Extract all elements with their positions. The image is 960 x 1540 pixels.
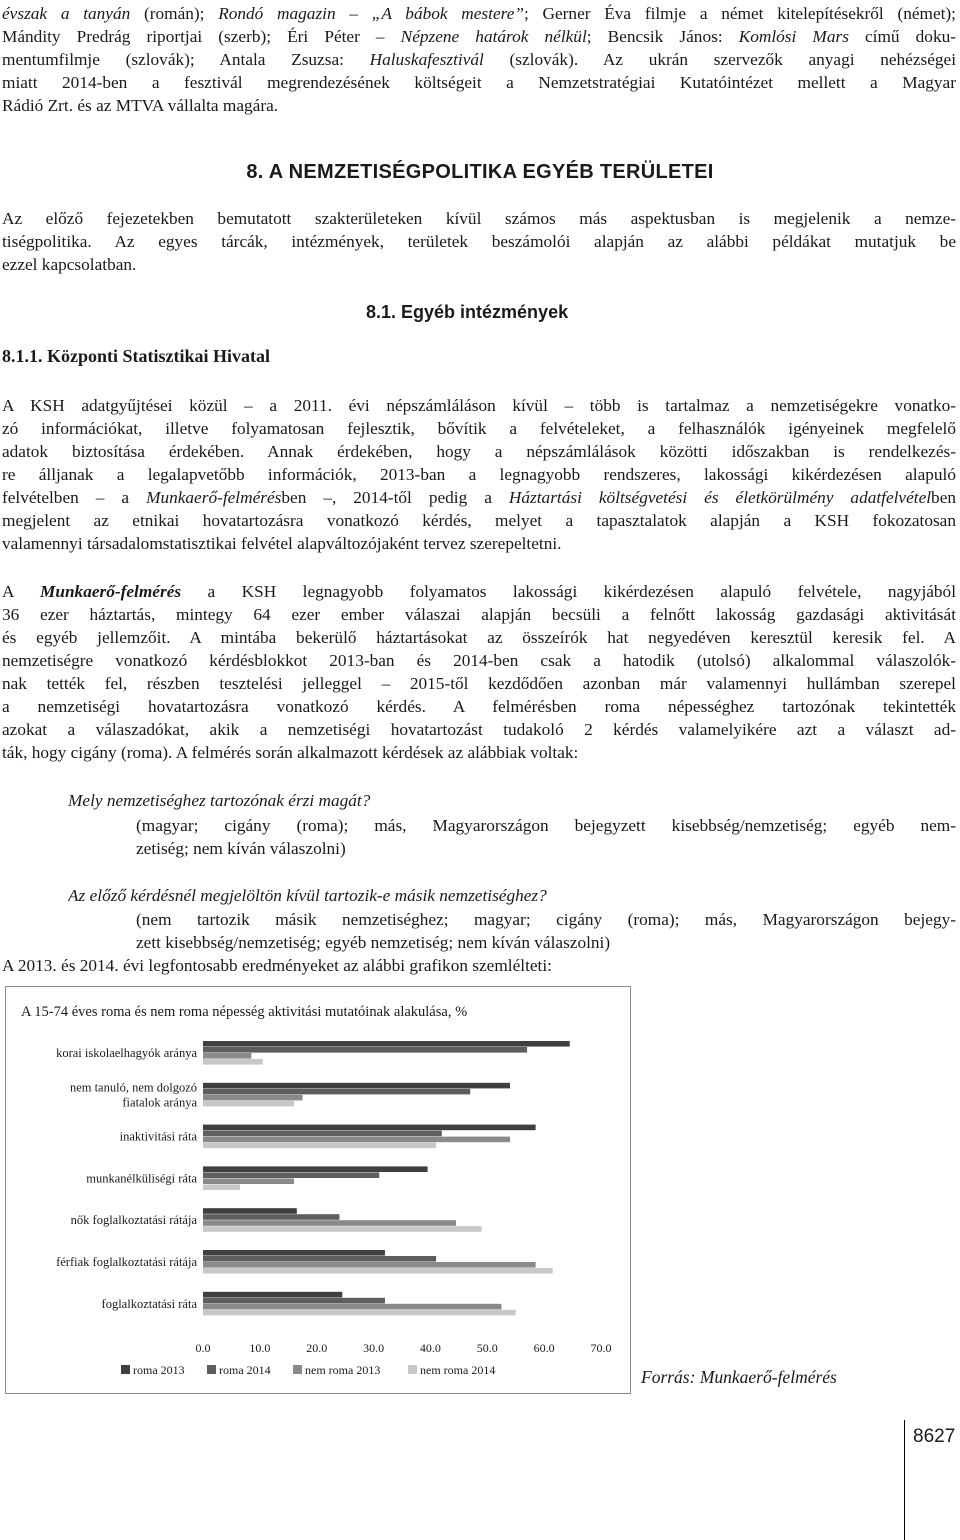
legend-swatch bbox=[121, 1365, 130, 1374]
bar-nem-roma-2014 bbox=[203, 1226, 482, 1232]
survey-answer-options-2: zett kisebbség/nemzetiség; egyéb nemzetiség; nem kíván válaszolni) bbox=[136, 933, 611, 952]
bar-roma-2014 bbox=[203, 1298, 385, 1304]
bar-nem-roma-2013 bbox=[203, 1304, 502, 1310]
legend-swatch bbox=[293, 1365, 302, 1374]
chart-source: Forrás: Munkaerő-felmérés bbox=[641, 1367, 837, 1387]
bar-nem-roma-2014 bbox=[203, 1310, 516, 1316]
page-number: 8627 bbox=[913, 1426, 956, 1447]
category-label: inaktivitási ráta bbox=[119, 1129, 197, 1144]
survey-question-1: Mely nemzetiséghez tartozónak érzi magát? bbox=[68, 791, 371, 810]
body-text-line: Mándity Predrág riportjai (szerb); Éri Péter – Népzene határok nélkül; Bencsik János: Komlósi Mars című doku- bbox=[2, 27, 956, 46]
category-label: foglalkoztatási ráta bbox=[101, 1296, 197, 1311]
body-text-line: a nemzetiségi hovatartozásra vonatkozó kérdés. A felmérésben roma népességhez tartozónak tekintették bbox=[2, 697, 956, 716]
body-text-line: re álljanak a legalapvetőbb információk, 2013-ban a legnagyobb rendszeres, lakossági kikérdezésen alapuló bbox=[2, 465, 956, 484]
body-text-line: zó információkat, illetve folyamatosan fejlesztik, bővítik a felvételeket, a felhasználók igényeinek megfelelő bbox=[2, 419, 956, 438]
chart-intro-text: A 2013. és 2014. évi legfontosabb eredményeket az alábbi grafikon szemlélteti: bbox=[2, 956, 552, 975]
category-label: korai iskolaelhagyók aránya bbox=[56, 1046, 197, 1060]
bar-roma-2014 bbox=[203, 1256, 436, 1262]
body-text-line: 36 ezer háztartás, mintegy 64 ezer ember válaszai alapján becsüli a felnőtt lakosság gazdasági aktivitását bbox=[2, 605, 956, 624]
body-text-line: nemzetiségre vonatkozó kérdésblokkot 2013-ban és 2014-ben csak a hatodik (utolsó) alkalommal válaszolók- bbox=[2, 651, 956, 670]
x-tick-label: 30.0 bbox=[363, 1341, 385, 1355]
bar-roma-2014 bbox=[203, 1089, 470, 1095]
subsubsection-heading: 8.1.1. Központi Statisztikai Hivatal bbox=[2, 346, 271, 366]
body-text-line: Az előző fejezetekben bemutatott szakterületeken kívül számos más aspektusban is megjelenik a nemze- bbox=[2, 209, 956, 228]
bar-roma-2013 bbox=[203, 1083, 510, 1089]
activity-indicators-bar-chart bbox=[6, 987, 630, 1393]
chart-frame bbox=[5, 986, 631, 1394]
bar-roma-2014 bbox=[203, 1131, 442, 1137]
x-tick-label: 10.0 bbox=[249, 1341, 271, 1355]
bar-nem-roma-2014 bbox=[203, 1184, 240, 1190]
bar-nem-roma-2014 bbox=[203, 1059, 263, 1065]
category-label: nem tanuló, nem dolgozó bbox=[69, 1080, 197, 1095]
bar-nem-roma-2013 bbox=[203, 1178, 294, 1184]
bar-nem-roma-2013 bbox=[203, 1262, 536, 1268]
bar-roma-2014 bbox=[203, 1172, 379, 1178]
bar-nem-roma-2013 bbox=[203, 1137, 510, 1143]
page-number-box bbox=[904, 1420, 960, 1540]
bar-nem-roma-2013 bbox=[203, 1220, 456, 1226]
body-text-line: Rádió Zrt. és az MTVA vállalta magára. bbox=[2, 96, 279, 115]
survey-answer-options-1: (magyar; cigány (roma); más, Magyarországon bejegyzett kisebbség/nemzetiség; egyéb nem- bbox=[136, 816, 956, 835]
chart-title: A 15-74 éves roma és nem roma népesség aktivitási mutatóinak alakulása, % bbox=[21, 1004, 468, 1020]
body-text-line: ezzel kapcsolatban. bbox=[2, 255, 137, 274]
legend-label: roma 2014 bbox=[219, 1363, 271, 1377]
x-tick-label: 0.0 bbox=[195, 1341, 211, 1355]
body-text-line: valamennyi társadalomstatisztikai felvétel alapváltozójaként tervez szerepeltetni. bbox=[2, 534, 562, 553]
body-text-line: évszak a tanyán (román); Rondó magazin – „A bábok mestere”; Gerner Éva filmje a német kitelepítésekről (német); bbox=[2, 4, 956, 23]
x-tick-label: 60.0 bbox=[533, 1341, 555, 1355]
body-text-line: miatt 2014-ben a fesztivál megrendezésének költségeit a Nemzetstratégiai Kutatóintézet mellett a Magyar bbox=[2, 73, 956, 92]
survey-answer-options-1: zetiség; nem kíván válaszolni) bbox=[136, 839, 346, 858]
legend-swatch bbox=[207, 1365, 216, 1374]
survey-question-2: Az előző kérdésnél megjelöltön kívül tartozik-e másik nemzetiséghez? bbox=[68, 886, 547, 905]
section-heading: 8. A NEMZETISÉGPOLITIKA EGYÉB TERÜLETEI bbox=[246, 161, 714, 183]
category-label: férfiak foglalkoztatási rátája bbox=[56, 1255, 197, 1269]
body-text-line: A Munkaerő-felmérés a KSH legnagyobb folyamatos lakossági kikérdezésen alapuló felvétele, nagyjából bbox=[2, 582, 956, 601]
legend-label: roma 2013 bbox=[133, 1363, 185, 1377]
body-text-line: adatok biztosítása érdekében. Annak érdekében, hogy a népszámlálások közötti időszakban is rendelkezés- bbox=[2, 442, 956, 461]
bar-nem-roma-2014 bbox=[203, 1101, 294, 1107]
body-text-line: azokat a válaszadókat, akik a nemzetiségi hovatartozást tudakoló 2 kérdés valamelyikére azt a választ ad- bbox=[2, 720, 956, 739]
x-tick-label: 70.0 bbox=[590, 1341, 612, 1355]
bar-roma-2014 bbox=[203, 1047, 527, 1053]
body-text-line: mentumfilmje (szlovák); Antala Zsuzsa: Haluskafesztivál (szlovák). Az ukrán szervezők anyagi nehézségei bbox=[2, 50, 956, 69]
body-text-line: és egyéb jellemzőit. A mintába bekerülő háztartásokat az összeírók hat negyedéven keresztül keresik fel. A bbox=[2, 628, 956, 647]
bar-nem-roma-2014 bbox=[203, 1268, 553, 1274]
legend-label: nem roma 2013 bbox=[305, 1363, 381, 1377]
body-text-line: ták, hogy cigány (roma). A felmérés során alkalmazott kérdések az alábbiak voltak: bbox=[2, 743, 579, 762]
bar-roma-2013 bbox=[203, 1250, 385, 1256]
bar-roma-2013 bbox=[203, 1166, 428, 1172]
body-text-line: felvételben – a Munkaerő-felmérésben –, 2014-től pedig a Háztartási költségvetési és életkörülmény adatfelvételben bbox=[2, 488, 956, 507]
body-text-line: tiségpolitika. Az egyes tárcák, intézmények, területek beszámolói alapján az alábbi példákat mutatjuk be bbox=[2, 232, 956, 251]
bar-nem-roma-2013 bbox=[203, 1053, 251, 1059]
x-tick-label: 50.0 bbox=[476, 1341, 498, 1355]
category-label: fiatalok aránya bbox=[122, 1095, 197, 1110]
bar-roma-2013 bbox=[203, 1208, 297, 1214]
legend-swatch bbox=[408, 1365, 417, 1374]
x-tick-label: 20.0 bbox=[306, 1341, 328, 1355]
body-text-line: nak tették fel, részben tesztelési jelleggel – 2015-től kezdődően azonban már valamennyi hullámban szerepel bbox=[2, 674, 956, 693]
bar-nem-roma-2013 bbox=[203, 1095, 303, 1101]
category-label: nők foglalkoztatási rátája bbox=[70, 1213, 197, 1228]
body-text-line: megjelent az etnikai hovatartozásra vonatkozó kérdés, melyet a tapasztalatok alapján a KSH fokozatosan bbox=[2, 511, 956, 530]
x-tick-label: 40.0 bbox=[419, 1341, 441, 1355]
bar-nem-roma-2014 bbox=[203, 1143, 436, 1149]
subsection-heading: 8.1. Egyéb intézmények bbox=[366, 302, 569, 322]
survey-answer-options-2: (nem tartozik másik nemzetiséghez; magyar; cigány (roma); más, Magyarországon bejegy- bbox=[136, 910, 956, 929]
category-label: munkanélküliségi ráta bbox=[86, 1171, 197, 1186]
body-text-line: A KSH adatgyűjtései közül – a 2011. évi népszámláláson kívül – több is tartalmaz a nemzetiségekre vonatko- bbox=[2, 396, 956, 415]
bar-roma-2014 bbox=[203, 1214, 339, 1220]
bar-roma-2013 bbox=[203, 1125, 536, 1131]
bar-roma-2013 bbox=[203, 1292, 342, 1298]
legend-label: nem roma 2014 bbox=[420, 1363, 496, 1377]
bar-roma-2013 bbox=[203, 1041, 570, 1047]
